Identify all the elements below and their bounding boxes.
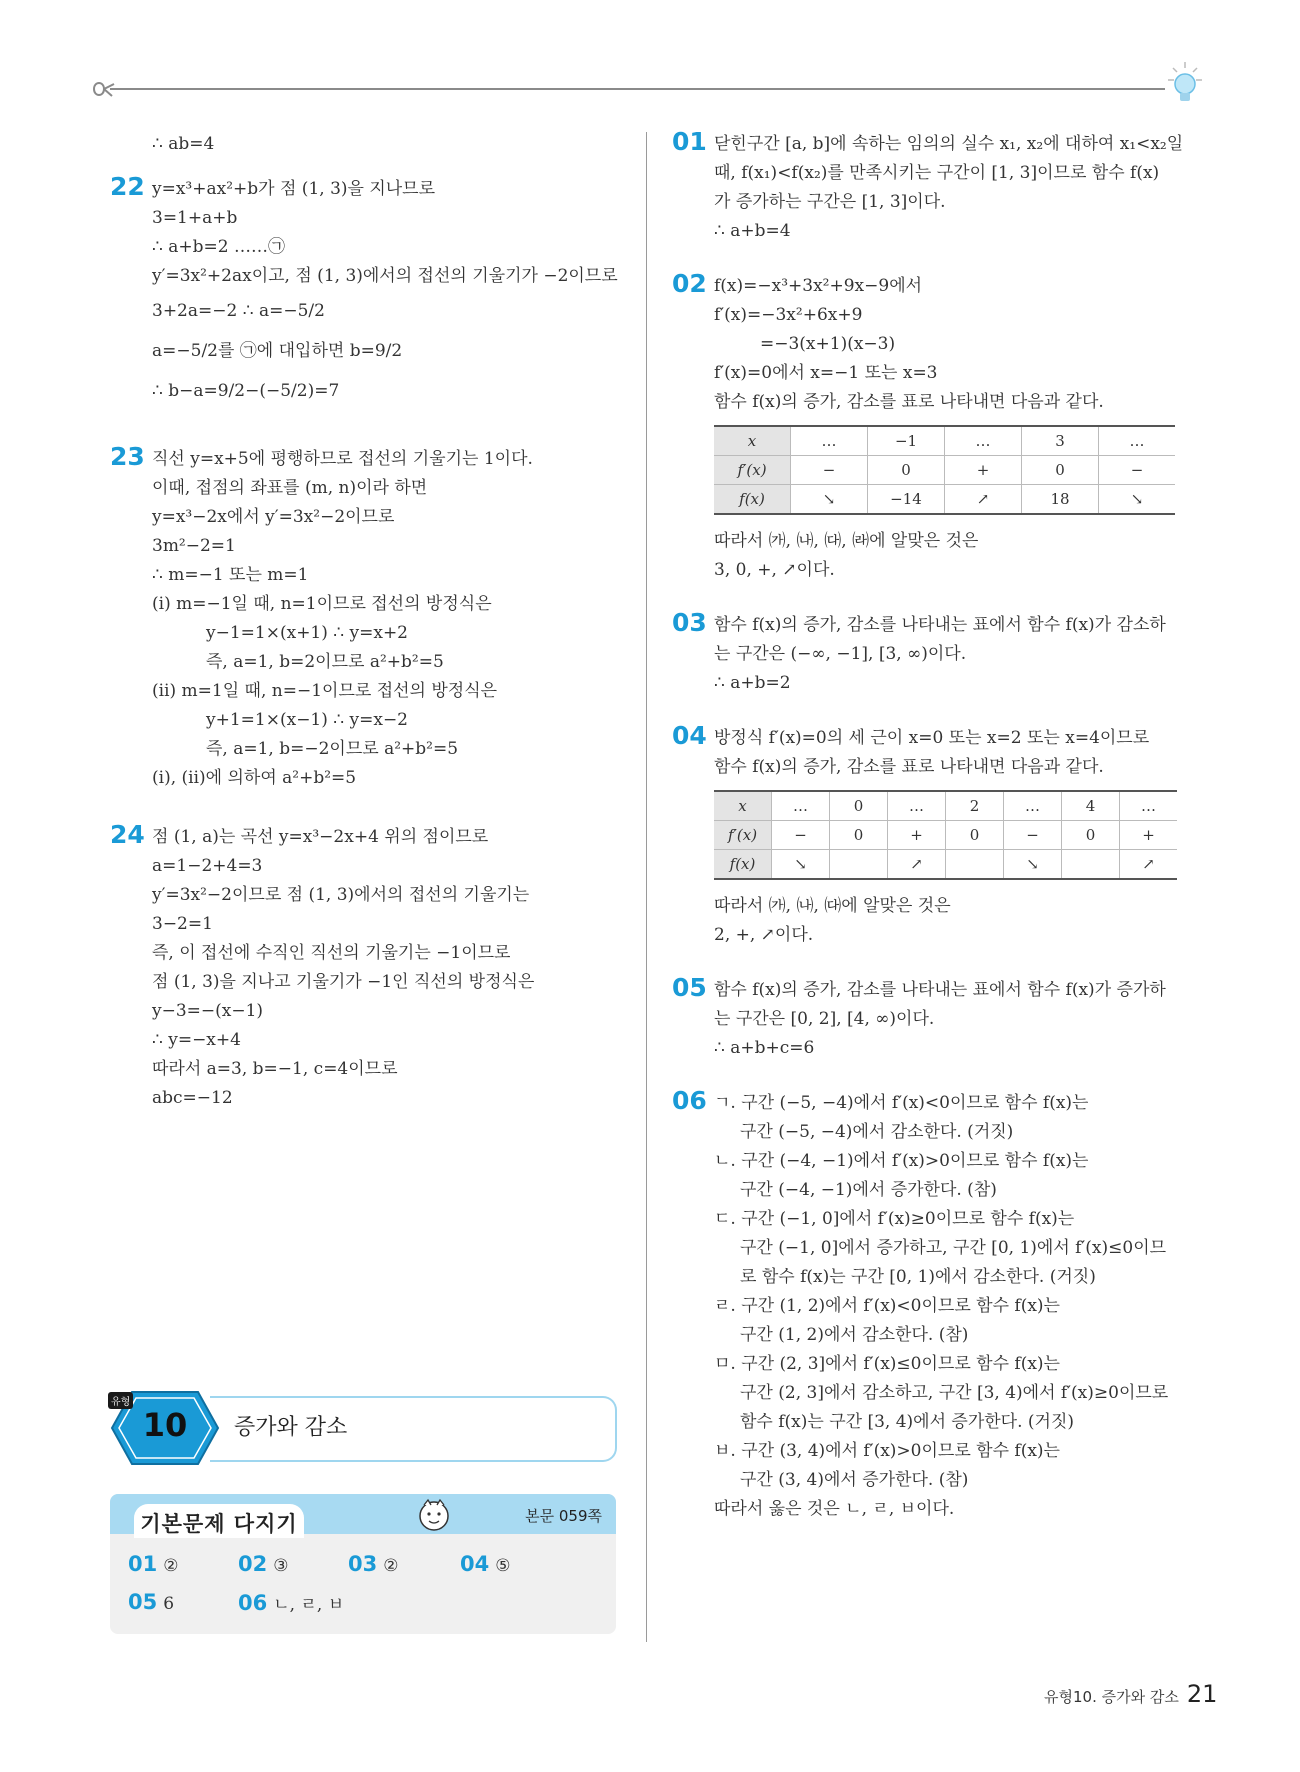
- solution-line: 3=1+a+b: [152, 208, 238, 228]
- table-cell: ↗: [945, 485, 1022, 515]
- solution-line: 함수 f(x)의 증가, 감소를 나타내는 표에서 함수 f(x)가 감소하: [714, 615, 1166, 635]
- table-cell: x: [714, 426, 791, 456]
- table-cell: −: [1099, 456, 1176, 485]
- problem-number: 06: [672, 1086, 707, 1115]
- answer-item: [128, 1590, 174, 1614]
- solution-line: ∴ y=−x+4: [152, 1030, 241, 1050]
- answer-value: ②: [163, 1556, 179, 1576]
- answer-number: 06: [238, 1591, 268, 1615]
- table-cell: 18: [1022, 485, 1099, 515]
- table-cell: 0: [868, 456, 945, 485]
- solution-line: 이때, 접점의 좌표를 (m, n)이라 하면: [152, 478, 428, 498]
- solution-line: ∴ a+b=4: [714, 221, 791, 241]
- table-cell: −1: [868, 426, 945, 456]
- solution-line: (ⅱ) m=1일 때, n=−1이므로 접선의 방정식은: [152, 681, 498, 701]
- table-cell: ↘: [791, 485, 868, 515]
- solution-line: ∴ m=−1 또는 m=1: [152, 565, 309, 585]
- table-cell: −: [1004, 821, 1062, 850]
- solution-line: ㄷ. 구간 (−1, 0]에서 f′(x)≥0이므로 함수 f(x)는: [714, 1209, 1075, 1229]
- table-cell: 0: [946, 821, 1004, 850]
- problem-number: 04: [672, 721, 707, 750]
- table-cell: f′(x): [714, 821, 772, 850]
- table-cell: 0: [1022, 456, 1099, 485]
- solution-line: 구간 (3, 4)에서 증가한다. (참): [740, 1470, 969, 1490]
- type-badge: 유형: [108, 1392, 133, 1409]
- solution-line: y−1=1×(x+1) ∴ y=x+2: [206, 623, 408, 643]
- solution-line: ∴ a+b+c=6: [714, 1038, 815, 1058]
- solution-line: ㅁ. 구간 (2, 3]에서 f′(x)≤0이므로 함수 f(x)는: [714, 1354, 1060, 1374]
- solution-line: 구간 (−1, 0]에서 증가하고, 구간 [0, 1)에서 f′(x)≤0이므: [740, 1238, 1167, 1258]
- solution-line: ∴ a+b=2: [714, 673, 791, 693]
- solution-line: 가 증가하는 구간은 [1, 3]이다.: [714, 192, 946, 212]
- answer-number: 04: [460, 1552, 490, 1576]
- solution-line: 함수 f(x)의 증가, 감소를 표로 나타내면 다음과 같다.: [714, 757, 1104, 777]
- solution-line: 3−2=1: [152, 914, 213, 934]
- solution-line: y−3=−(x−1): [152, 1001, 264, 1021]
- table-cell: 4: [1062, 791, 1120, 821]
- answer-value: 6: [163, 1594, 175, 1614]
- answer-item: [238, 1590, 344, 1615]
- solution-line: f(x)=−x³+3x²+9x−9에서: [714, 276, 923, 296]
- page-footer: [1044, 1680, 1217, 1708]
- solution-line: 구간 (−5, −4)에서 감소한다. (거짓): [740, 1122, 1014, 1142]
- solution-line: 즉, a=1, b=2이므로 a²+b²=5: [206, 652, 444, 672]
- table-cell: 2: [946, 791, 1004, 821]
- solution-23: [110, 442, 630, 793]
- answer-value: ③: [273, 1556, 289, 1576]
- right-column: [672, 127, 1192, 1546]
- table-cell: [830, 850, 888, 880]
- solution-line: ㅂ. 구간 (3, 4)에서 f′(x)>0이므로 함수 f(x)는: [714, 1441, 1060, 1461]
- table-cell: +: [888, 821, 946, 850]
- answer-item: [460, 1552, 510, 1576]
- solution-line: ∴ a+b=2 ……㉠: [152, 237, 285, 257]
- solution-line: y=x³−2x에서 y′=3x²−2이므로: [152, 507, 395, 527]
- solution-05: [672, 973, 1192, 1063]
- table-cell: …: [1099, 426, 1176, 456]
- answer-number: 02: [238, 1552, 268, 1576]
- section-number: 10: [142, 1406, 188, 1444]
- solution-line: y′=3x²+2ax이고, 점 (1, 3)에서의 접선의 기울기가 −2이므로: [152, 266, 618, 286]
- solution-line: ㄴ. 구간 (−4, −1)에서 f′(x)>0이므로 함수 f(x)는: [714, 1151, 1089, 1171]
- solution-line: f′(x)=−3x²+6x+9: [714, 305, 863, 325]
- answer-value: ②: [383, 1556, 399, 1576]
- mascot-icon: [410, 1496, 458, 1534]
- solution-line: ㄱ. 구간 (−5, −4)에서 f′(x)<0이므로 함수 f(x)는: [714, 1093, 1089, 1113]
- table-cell: f(x): [714, 850, 772, 880]
- box-page-ref: 본문 059쪽: [525, 1507, 602, 1525]
- answer-item: [238, 1552, 288, 1576]
- solution-02: [672, 269, 1192, 585]
- table-cell: 3: [1022, 426, 1099, 456]
- solution-line: 방정식 f′(x)=0의 세 근이 x=0 또는 x=2 또는 x=4이므로: [714, 728, 1150, 748]
- table-cell: ↗: [888, 850, 946, 880]
- box-title: 기본문제 다지기: [140, 1512, 298, 1536]
- solution-line: f′(x)=0에서 x=−1 또는 x=3: [714, 363, 938, 383]
- solution-22: [110, 172, 630, 411]
- column-divider: [646, 132, 647, 1642]
- solution-line: 3m²−2=1: [152, 536, 236, 556]
- solution-line: 함수 f(x)의 증가, 감소를 표로 나타내면 다음과 같다.: [714, 392, 1104, 412]
- table-cell: ↘: [772, 850, 830, 880]
- solution-line: 점 (1, a)는 곡선 y=x³−2x+4 위의 점이므로: [152, 827, 489, 847]
- table-cell: …: [945, 426, 1022, 456]
- table-cell: 0: [1062, 821, 1120, 850]
- solution-line: 점 (1, 3)을 지나고 기울기가 −1인 직선의 방정식은: [152, 972, 535, 992]
- problem-number: 02: [672, 269, 707, 298]
- solution-24: [110, 820, 630, 1113]
- solution-01: [672, 127, 1192, 246]
- table-cell: …: [772, 791, 830, 821]
- table-cell: −: [772, 821, 830, 850]
- solution-line: (ⅰ) m=−1일 때, n=1이므로 접선의 방정식은: [152, 594, 492, 614]
- answer-number: 01: [128, 1552, 158, 1576]
- table-cell: ↗: [1120, 850, 1178, 880]
- table-row: [714, 791, 1177, 821]
- table-row: [714, 821, 1177, 850]
- sign-table: [714, 425, 1175, 515]
- solution-line: y′=3x²−2이므로 점 (1, 3)에서의 접선의 기울기는: [152, 885, 530, 905]
- solution-line: 따라서 ㈎, ㈏, ㈐에 알맞은 것은: [714, 896, 951, 916]
- table-row: [714, 426, 1175, 456]
- basic-answers-box: [110, 1494, 616, 1634]
- solution-03: [672, 608, 1192, 698]
- solution-line: abc=−12: [152, 1088, 233, 1108]
- solution-line: 함수 f(x)는 구간 [3, 4)에서 증가한다. (거짓): [740, 1412, 1075, 1432]
- solution-line: 는 구간은 (−∞, −1], [3, ∞)이다.: [714, 644, 967, 664]
- solution-line: 따라서 a=3, b=−1, c=4이므로: [152, 1059, 398, 1079]
- table-row: [714, 485, 1175, 515]
- table-cell: …: [791, 426, 868, 456]
- table-cell: +: [1120, 821, 1178, 850]
- left-column: [110, 130, 630, 1135]
- page-number: 21: [1186, 1680, 1218, 1708]
- solution-line: ∴ ab=4: [152, 134, 215, 154]
- solution-line: 따라서 ㈎, ㈏, ㈐, ㈑에 알맞은 것은: [714, 531, 979, 551]
- problem-number: 24: [110, 820, 145, 849]
- section-title: 증가와 감소: [234, 1415, 348, 1440]
- solution-line: (ⅰ), (ⅱ)에 의하여 a²+b²=5: [152, 768, 357, 788]
- sign-table: [714, 790, 1177, 880]
- table-cell: ↘: [1099, 485, 1176, 515]
- table-cell: [1062, 850, 1120, 880]
- table-cell: …: [1004, 791, 1062, 821]
- solution-line: 구간 (2, 3]에서 감소하고, 구간 [3, 4)에서 f′(x)≥0이므로: [740, 1383, 1169, 1403]
- solution-line: 닫힌구간 [a, b]에 속하는 임의의 실수 x₁, x₂에 대하여 x₁<x₂일: [714, 134, 1184, 154]
- table-cell: x: [714, 791, 772, 821]
- table-cell: 0: [830, 821, 888, 850]
- solution-line: ㄹ. 구간 (1, 2)에서 f′(x)<0이므로 함수 f(x)는: [714, 1296, 1060, 1316]
- solution-line: 즉, a=1, b=−2이므로 a²+b²=5: [206, 739, 459, 759]
- answer-number: 03: [348, 1552, 378, 1576]
- table-cell: −14: [868, 485, 945, 515]
- table-cell: [946, 850, 1004, 880]
- table-cell: −: [791, 456, 868, 485]
- answer-number: 05: [128, 1590, 158, 1614]
- table-cell: …: [888, 791, 946, 821]
- answer-item: [348, 1552, 398, 1576]
- solution-line: 때, f(x₁)<f(x₂)를 만족시키는 구간이 [1, 3]이므로 함수 f(x): [714, 163, 1160, 183]
- solution-line: 따라서 옳은 것은 ㄴ, ㄹ, ㅂ이다.: [714, 1499, 955, 1519]
- solution-line: y=x³+ax²+b가 점 (1, 3)을 지나므로: [152, 179, 436, 199]
- solution-line: y+1=1×(x−1) ∴ y=x−2: [206, 710, 408, 730]
- solution-06: [672, 1086, 1192, 1524]
- footer-label: 유형10. 증가와 감소: [1044, 1688, 1179, 1706]
- table-cell: 0: [830, 791, 888, 821]
- table-cell: +: [945, 456, 1022, 485]
- table-cell: ↘: [1004, 850, 1062, 880]
- table-cell: f(x): [714, 485, 791, 515]
- lightbulb-icon: [1165, 60, 1205, 106]
- solution-line: 로 함수 f(x)는 구간 [0, 1)에서 감소한다. (거짓): [740, 1267, 1096, 1287]
- solution-line: =−3(x+1)(x−3): [760, 334, 896, 354]
- solution-line: 함수 f(x)의 증가, 감소를 나타내는 표에서 함수 f(x)가 증가하: [714, 980, 1166, 1000]
- problem-number: 03: [672, 608, 707, 637]
- solution-line: ∴ b−a=9/2−(−5/2)=7: [152, 381, 340, 401]
- answer-value: ⑤: [495, 1556, 511, 1576]
- solution-line: 3+2a=−2 ∴ a=−5/2: [152, 301, 325, 321]
- solution-line: a=1−2+4=3: [152, 856, 263, 876]
- solution-line: 구간 (1, 2)에서 감소한다. (참): [740, 1325, 969, 1345]
- section-header: [110, 1388, 620, 1468]
- table-cell: f′(x): [714, 456, 791, 485]
- solution-line: 구간 (−4, −1)에서 증가한다. (참): [740, 1180, 997, 1200]
- solution-line: 2, +, ↗이다.: [714, 925, 814, 945]
- table-row: [714, 850, 1177, 880]
- answer-item: [128, 1552, 178, 1576]
- solution-line: 직선 y=x+5에 평행하므로 접선의 기울기는 1이다.: [152, 449, 533, 469]
- top-rule: [110, 88, 1165, 90]
- answer-value: ㄴ, ㄹ, ㅂ: [273, 1595, 345, 1615]
- solution-line: a=−5/2를 ㉠에 대입하면 b=9/2: [152, 341, 403, 361]
- problem-number: 05: [672, 973, 707, 1002]
- solution-04: [672, 721, 1192, 950]
- solution-line: 는 구간은 [0, 2], [4, ∞)이다.: [714, 1009, 935, 1029]
- problem-number: 01: [672, 127, 707, 156]
- problem-number: 23: [110, 442, 145, 471]
- solution-line: 3, 0, +, ↗이다.: [714, 560, 835, 580]
- table-cell: …: [1120, 791, 1178, 821]
- solution-line: 즉, 이 접선에 수직인 직선의 기울기는 −1이므로: [152, 943, 511, 963]
- problem-number: 22: [110, 172, 145, 201]
- table-row: [714, 456, 1175, 485]
